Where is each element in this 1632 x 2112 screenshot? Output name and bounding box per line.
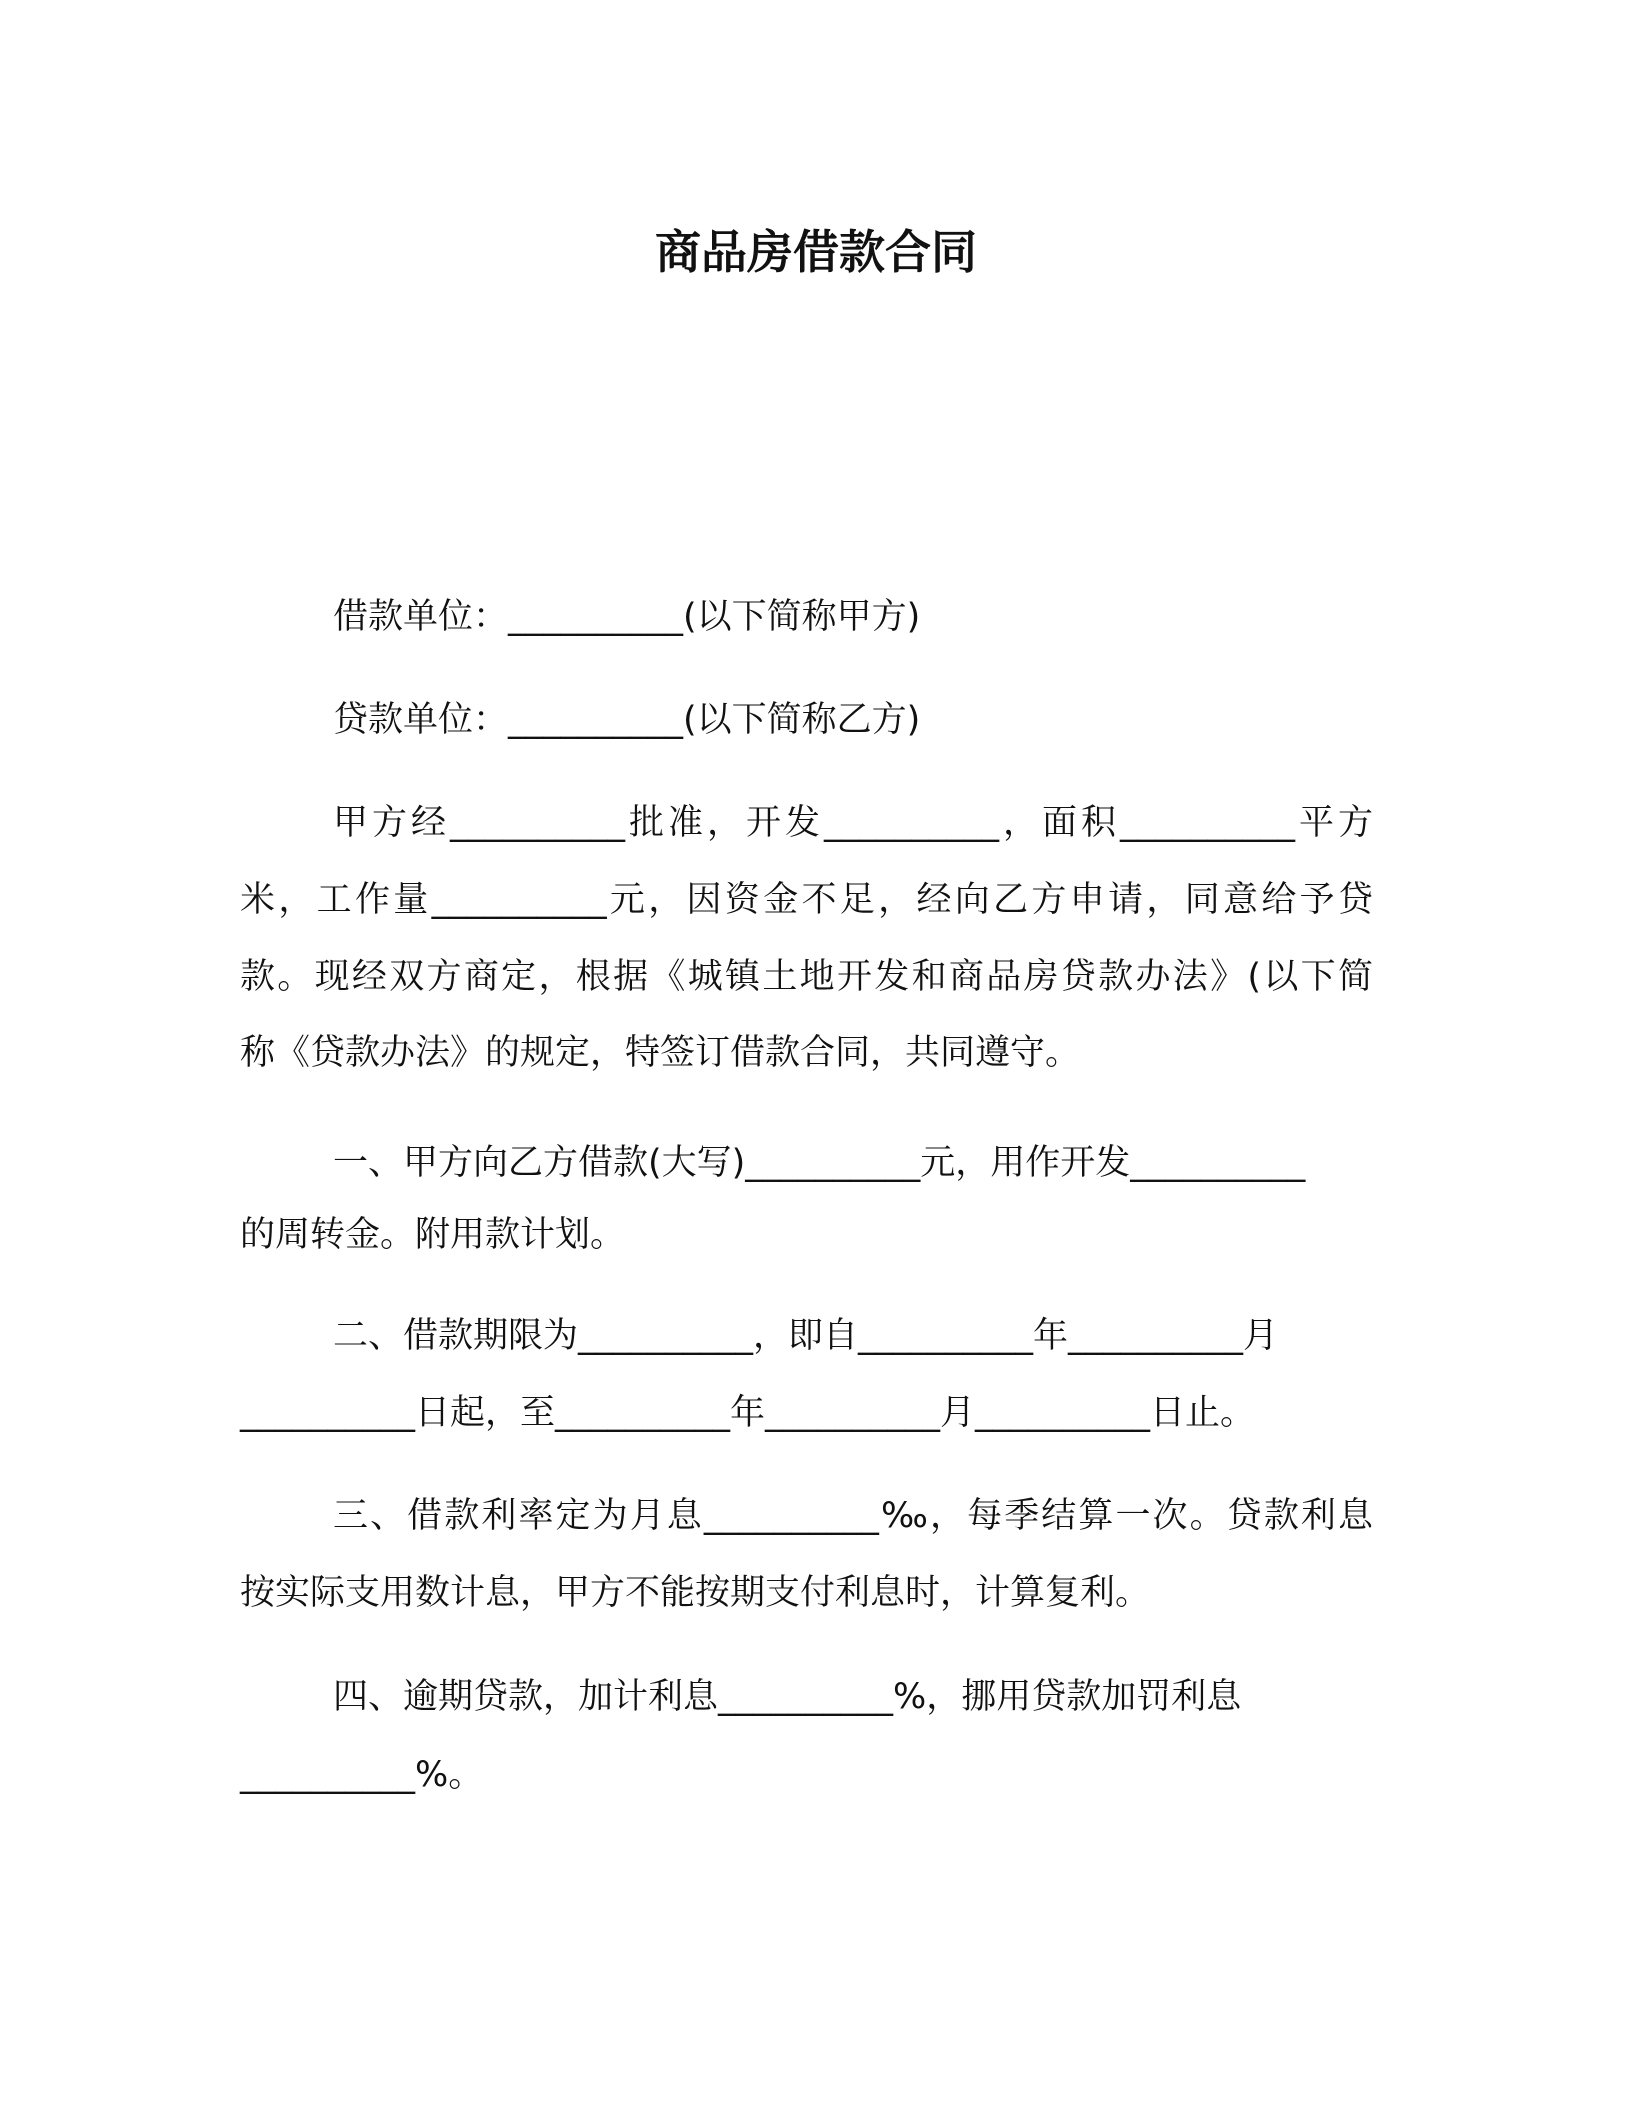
clause-3-line: 三、借款利率定为月息__________‰，每季结算一次。贷款利息 [333, 1496, 1373, 1536]
clause-4-line: 四、逾期贷款，加计利息__________%，挪用贷款加罚利息 [333, 1677, 1242, 1717]
preamble-line: 称《贷款办法》的规定，特签订借款合同，共同遵守。 [240, 1033, 1081, 1073]
document-title: 商品房借款合同 [655, 225, 977, 279]
preamble-line: 款。现经双方商定，根据《城镇土地开发和商品房贷款办法》(以下简 [240, 957, 1373, 997]
preamble-line: 甲方经__________批准，开发__________，面积__________平方 [333, 803, 1373, 843]
clause-1-line: 一、甲方向乙方借款(大写)__________元，用作开发__________ [333, 1143, 1306, 1183]
clause-1-line: 的周转金。附用款计划。 [240, 1215, 626, 1255]
clause-2-line: 二、借款期限为__________，即自__________年__________月 [333, 1316, 1279, 1356]
lender-line: 贷款单位：__________(以下简称乙方) [333, 700, 921, 740]
borrower-line: 借款单位：__________(以下简称甲方) [333, 597, 921, 637]
clause-3-line: 按实际支用数计息，甲方不能按期支付利息时，计算复利。 [240, 1573, 1151, 1613]
preamble-line: 米，工作量__________元，因资金不足，经向乙方申请，同意给予贷 [240, 880, 1373, 920]
clause-2-line: __________日起，至__________年__________月__________日止。 [240, 1393, 1256, 1433]
clause-4-line: __________%。 [240, 1755, 484, 1795]
